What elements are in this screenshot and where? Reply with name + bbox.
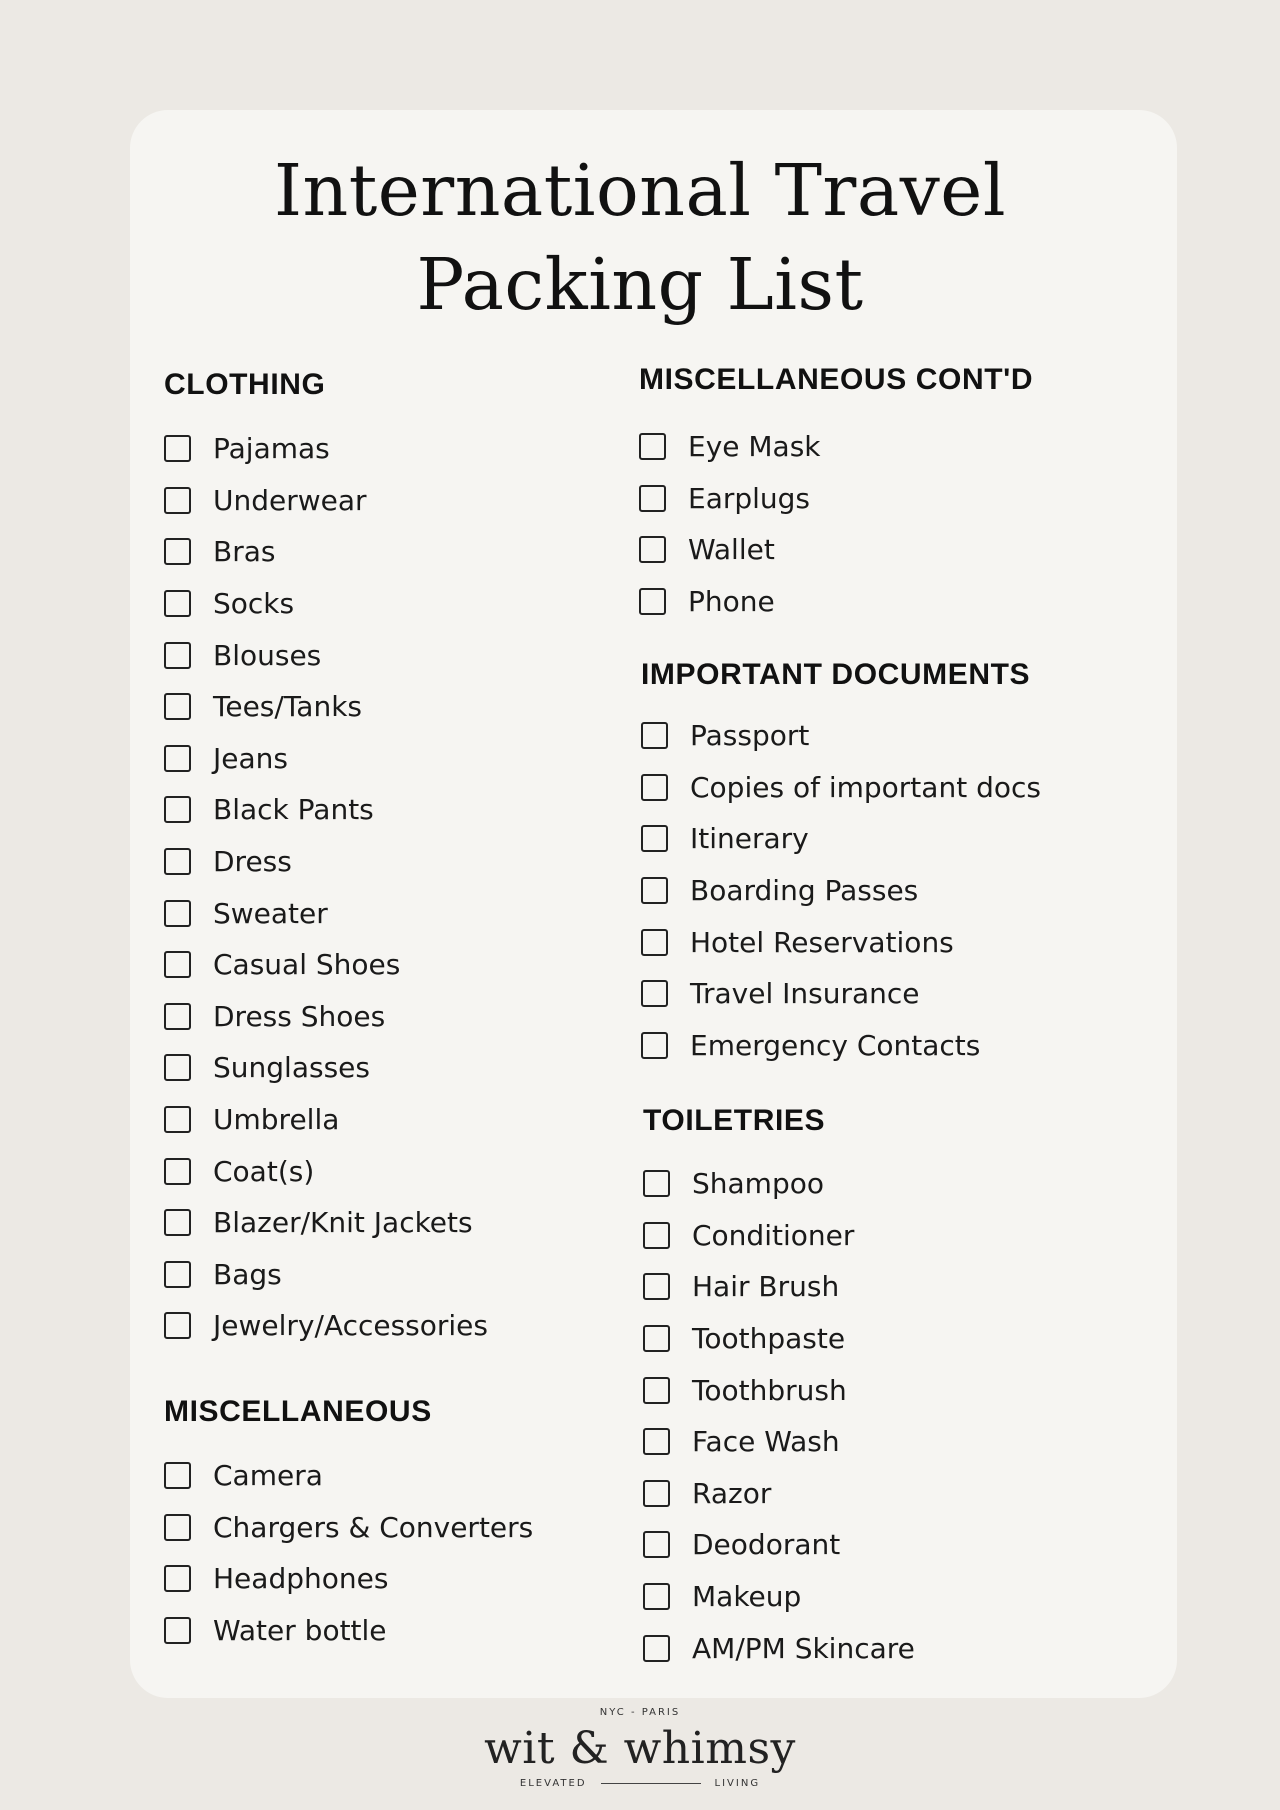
- checklist: [164, 423, 488, 1352]
- logo-left-word: ELEVATED: [519, 1778, 587, 1789]
- checkbox[interactable]: [639, 485, 666, 512]
- checklist-item-label: Face Wash: [692, 1425, 840, 1459]
- checklist-item-label: Hair Brush: [692, 1270, 840, 1304]
- checklist-item: [641, 710, 1041, 762]
- checklist-item-label: Hotel Reservations: [690, 925, 954, 959]
- checklist: [643, 1158, 915, 1674]
- checklist-item: [164, 887, 488, 939]
- checklist-item-label: Toothbrush: [692, 1373, 847, 1407]
- checklist-item-label: Pajamas: [213, 432, 330, 466]
- checklist-item-label: Earplugs: [688, 481, 811, 515]
- section-toiletries: [643, 1106, 915, 1674]
- checklist-item-label: Bags: [213, 1257, 282, 1291]
- checklist-item: [641, 865, 1041, 917]
- checkbox[interactable]: [164, 693, 191, 720]
- checklist-item: [639, 421, 1033, 473]
- checklist-item-label: AM/PM Skincare: [692, 1631, 915, 1665]
- checkbox[interactable]: [164, 1462, 191, 1489]
- checklist-item: [164, 681, 488, 733]
- checkbox[interactable]: [164, 796, 191, 823]
- checklist-item-label: Deodorant: [692, 1528, 841, 1562]
- checklist-item: [164, 629, 488, 681]
- checklist: [164, 1450, 533, 1656]
- section-miscellaneous-contd: [639, 365, 1033, 627]
- logo-divider: [601, 1783, 701, 1784]
- checklist-item-label: Tees/Tanks: [213, 690, 362, 724]
- checkbox[interactable]: [643, 1377, 670, 1404]
- section-clothing: [164, 370, 488, 1352]
- checklist-item-label: Dress Shoes: [213, 999, 386, 1033]
- checklist-item: [164, 423, 488, 475]
- checklist-item-label: Wallet: [688, 533, 775, 567]
- checkbox[interactable]: [641, 722, 668, 749]
- section-heading: MISCELLANEOUS CONT'D: [639, 363, 1034, 396]
- checklist-item: [643, 1261, 915, 1313]
- checklist-item-label: Copies of important docs: [690, 770, 1041, 804]
- checklist-item-label: Sunglasses: [213, 1051, 370, 1085]
- checklist-item-label: Blouses: [213, 638, 322, 672]
- checklist-item-label: Camera: [213, 1459, 323, 1493]
- checkbox[interactable]: [643, 1273, 670, 1300]
- checkbox[interactable]: [164, 435, 191, 462]
- logo-tagline: NYC - PARIS: [599, 1707, 681, 1718]
- checklist-item: [641, 968, 1041, 1020]
- checklist-item: [164, 733, 488, 785]
- checkbox[interactable]: [164, 1106, 191, 1133]
- checklist-item: [639, 524, 1033, 576]
- checklist-item: [164, 578, 488, 630]
- section-heading: CLOTHING: [164, 368, 326, 401]
- checkbox[interactable]: [643, 1480, 670, 1507]
- checkbox[interactable]: [164, 900, 191, 927]
- checklist-item: [164, 526, 488, 578]
- checklist-item: [164, 1300, 488, 1352]
- checkbox[interactable]: [164, 745, 191, 772]
- checkbox[interactable]: [164, 848, 191, 875]
- checklist-item: [643, 1622, 915, 1674]
- checklist-item: [641, 762, 1041, 814]
- checklist-item-label: Razor: [692, 1476, 772, 1510]
- checklist-item-label: Boarding Passes: [690, 874, 919, 908]
- checkbox[interactable]: [641, 980, 668, 1007]
- checkbox[interactable]: [164, 951, 191, 978]
- checkbox[interactable]: [164, 1054, 191, 1081]
- checklist-item: [641, 916, 1041, 968]
- checklist-item-label: Conditioner: [692, 1218, 855, 1252]
- section-heading: TOILETRIES: [643, 1104, 826, 1137]
- logo-right-word: LIVING: [714, 1778, 761, 1789]
- checklist-item-label: Black Pants: [213, 793, 374, 827]
- checkbox[interactable]: [164, 1312, 191, 1339]
- checklist-item: [164, 1605, 533, 1657]
- checkbox[interactable]: [643, 1531, 670, 1558]
- checklist-item-label: Itinerary: [690, 822, 809, 856]
- checklist-item: [164, 1450, 533, 1502]
- checklist-item: [164, 1553, 533, 1605]
- checklist-item-label: Socks: [213, 587, 295, 621]
- checklist-item: [639, 473, 1033, 525]
- checklist-item: [641, 1020, 1041, 1072]
- checklist-item-label: Casual Shoes: [213, 948, 401, 982]
- checkbox[interactable]: [643, 1325, 670, 1352]
- checklist-item: [643, 1416, 915, 1468]
- checklist-item: [643, 1468, 915, 1520]
- checklist-item: [643, 1313, 915, 1365]
- page-title: [0, 144, 1280, 332]
- checkbox[interactable]: [641, 877, 668, 904]
- checklist-item: [643, 1571, 915, 1623]
- checklist-item: [164, 836, 488, 888]
- checklist: [641, 710, 1041, 1071]
- checkbox[interactable]: [164, 590, 191, 617]
- title-line-2: Packing List: [416, 243, 864, 326]
- logo-wordmark: wit & whimsy: [484, 1723, 796, 1774]
- checklist: [639, 421, 1033, 627]
- brand-logo: [0, 1706, 1280, 1789]
- checkbox[interactable]: [643, 1583, 670, 1610]
- checklist-item: [164, 1249, 488, 1301]
- checkbox[interactable]: [641, 929, 668, 956]
- checklist-item: [164, 1094, 488, 1146]
- section-important-documents: [641, 660, 1041, 1071]
- checkbox[interactable]: [164, 538, 191, 565]
- checklist-item-label: Phone: [688, 585, 775, 619]
- checklist-item-label: Underwear: [213, 483, 367, 517]
- checkbox[interactable]: [641, 825, 668, 852]
- checkbox[interactable]: [639, 433, 666, 460]
- checklist-item-label: Water bottle: [213, 1614, 387, 1648]
- checkbox[interactable]: [639, 588, 666, 615]
- checkbox[interactable]: [639, 536, 666, 563]
- checklist-item-label: Eye Mask: [688, 430, 821, 464]
- checkbox[interactable]: [164, 642, 191, 669]
- checkbox[interactable]: [643, 1428, 670, 1455]
- checklist-item-label: Coat(s): [213, 1154, 315, 1188]
- checklist-item: [164, 475, 488, 527]
- checkbox[interactable]: [641, 1032, 668, 1059]
- checkbox[interactable]: [164, 1158, 191, 1185]
- checklist-item-label: Toothpaste: [692, 1322, 846, 1356]
- checklist-item-label: Passport: [690, 719, 810, 753]
- checklist-item: [641, 813, 1041, 865]
- checklist-item-label: Emergency Contacts: [690, 1028, 981, 1062]
- checklist-item: [164, 784, 488, 836]
- checklist-item: [164, 939, 488, 991]
- checklist-item: [643, 1210, 915, 1262]
- section-heading: MISCELLANEOUS: [164, 1395, 432, 1428]
- checklist-item-label: Headphones: [213, 1562, 389, 1596]
- checklist-item-label: Makeup: [692, 1580, 802, 1614]
- checkbox[interactable]: [164, 1003, 191, 1030]
- checkbox[interactable]: [164, 1514, 191, 1541]
- checkbox[interactable]: [643, 1170, 670, 1197]
- checklist-item-label: Travel Insurance: [690, 977, 920, 1011]
- checklist-item-label: Blazer/Knit Jackets: [213, 1206, 473, 1240]
- title-line-1: International Travel: [273, 149, 1007, 232]
- checklist-item: [639, 576, 1033, 628]
- checkbox[interactable]: [164, 1261, 191, 1288]
- checklist-item: [164, 1145, 488, 1197]
- checklist-item: [164, 1502, 533, 1554]
- checkbox[interactable]: [643, 1222, 670, 1249]
- checkbox[interactable]: [164, 1209, 191, 1236]
- checklist-item: [164, 991, 488, 1043]
- checklist-item: [643, 1158, 915, 1210]
- checkbox[interactable]: [641, 774, 668, 801]
- section-miscellaneous: [164, 1397, 533, 1656]
- checklist-item: [643, 1364, 915, 1416]
- checklist-item-label: Bras: [213, 535, 276, 569]
- checklist-item: [164, 1197, 488, 1249]
- checklist-item: [643, 1519, 915, 1571]
- checklist-item-label: Sweater: [213, 896, 328, 930]
- section-heading: IMPORTANT DOCUMENTS: [641, 658, 1031, 691]
- checkbox[interactable]: [164, 1617, 191, 1644]
- checklist-item-label: Dress: [213, 845, 292, 879]
- logo-subline: [0, 1778, 1280, 1789]
- checklist-item: [164, 1042, 488, 1094]
- checklist-item-label: Shampoo: [692, 1167, 824, 1201]
- checklist-item-label: Jewelry/Accessories: [213, 1309, 488, 1343]
- checkbox[interactable]: [643, 1635, 670, 1662]
- checklist-item-label: Jeans: [213, 741, 288, 775]
- checkbox[interactable]: [164, 487, 191, 514]
- checklist-item-label: Umbrella: [213, 1103, 340, 1137]
- checklist-item-label: Chargers & Converters: [213, 1510, 534, 1544]
- checkbox[interactable]: [164, 1565, 191, 1592]
